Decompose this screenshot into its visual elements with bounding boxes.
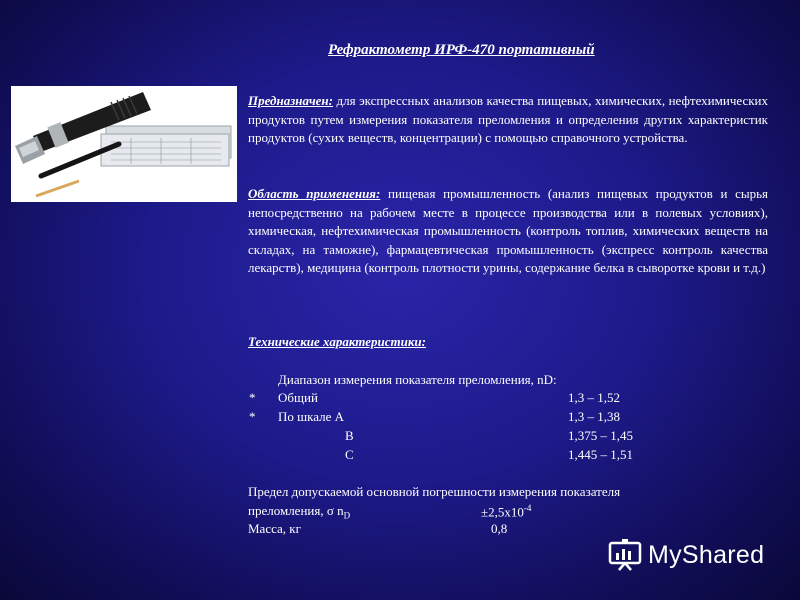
spec-label: В <box>345 428 354 443</box>
application-label: Область применения: <box>248 186 381 201</box>
spec-bullet: * <box>249 409 256 424</box>
range-label: Диапазон измерения показателя преломления, nD: <box>278 372 557 387</box>
spec-value: 1,375 – 1,45 <box>568 428 633 443</box>
spec-value: 1,3 – 1,38 <box>568 409 620 424</box>
myshared-logo[interactable] <box>608 537 764 573</box>
error-value-text: ±2,5x10 <box>481 504 524 520</box>
logo-text: MyShared <box>648 540 765 569</box>
spec-value: 1,3 – 1,52 <box>568 390 620 405</box>
purpose-text: для экспрессных анализов качества пищевых, химических, нефтехимических продуктов путем измерения показателя преломления и определения других характеристик продуктов (сухих веществ, концентрации) с помощью справочного устройства. <box>248 93 769 146</box>
page-title: Рефрактометр ИРФ-470 портативный <box>328 42 595 58</box>
refractometer-photo <box>11 86 237 202</box>
error-label-line2 <box>248 503 350 521</box>
spec-bullet: * <box>249 390 256 405</box>
application-text: пищевая промышленность (анализ пищевых продуктов и сырья непосредственно на рабочем месте в процессе производства или в полевых условиях), химическая, нефтехимическая промышленность (контроль топлив, химических веществ на складах, на таможне), фармацевтическая промышленность (экспресс контроль качества лекарств), медицина (контроль плотности урины, содержание белка в сыворотке крови и т.д.) <box>248 186 768 276</box>
error-value-exp: -4 <box>523 503 532 513</box>
spec-label: По шкале А <box>278 409 345 424</box>
specs-heading: Технические характеристики: <box>248 334 426 349</box>
purpose-section <box>248 92 768 148</box>
mass-value: 0,8 <box>491 521 508 536</box>
application-section <box>248 185 768 278</box>
spec-value: 1,445 – 1,51 <box>568 447 633 462</box>
spec-label: Общий <box>278 390 318 405</box>
presentation-chart-icon <box>608 539 642 571</box>
purpose-label: Предназначен: <box>248 93 333 108</box>
mass-label: Масса, кг <box>248 521 301 536</box>
error-label-text: преломления, σ n <box>248 503 344 518</box>
error-label-line1: Предел допускаемой основной погрешности измерения показателя <box>248 484 621 499</box>
error-value <box>481 503 531 520</box>
error-label-sub: D <box>343 510 351 521</box>
spec-label: С <box>345 447 354 462</box>
